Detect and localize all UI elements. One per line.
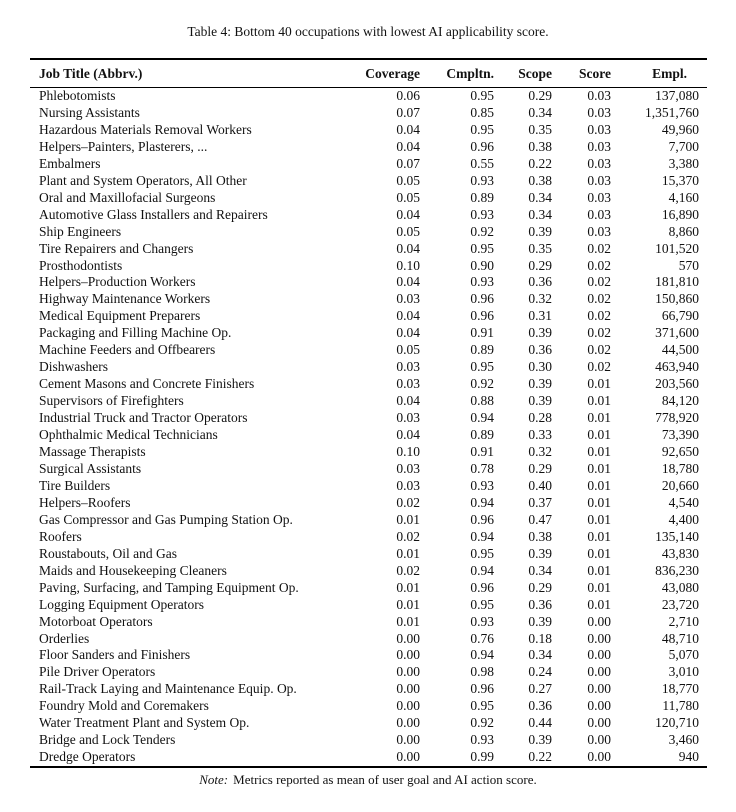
cell-coverage: 0.03 <box>396 460 420 476</box>
table-row <box>30 614 707 631</box>
cell-empl: 135,140 <box>655 528 699 544</box>
cell-job-title: Medical Equipment Preparers <box>39 308 201 324</box>
cell-cmpltn: 0.89 <box>470 427 494 443</box>
table-row <box>30 749 707 767</box>
cell-empl: 5,070 <box>668 647 699 663</box>
cell-scope: 0.34 <box>528 647 552 663</box>
cell-job-title: Paving, Surfacing, and Tamping Equipment Op. <box>39 579 299 595</box>
table-row <box>30 274 707 291</box>
cell-job-title: Ship Engineers <box>39 223 122 239</box>
table-row <box>30 681 707 698</box>
cell-cmpltn: 0.78 <box>470 460 494 476</box>
cell-coverage: 0.00 <box>396 681 420 697</box>
cell-job-title: Oral and Maxillofacial Surgeons <box>39 189 216 205</box>
cell-score: 0.01 <box>587 579 611 595</box>
cell-coverage: 0.03 <box>396 359 420 375</box>
cell-job-title: Orderlies <box>39 630 90 646</box>
cell-coverage: 0.00 <box>396 630 420 646</box>
cell-cmpltn: 0.91 <box>470 325 494 341</box>
cell-empl: 371,600 <box>655 325 699 341</box>
cell-cmpltn: 0.96 <box>470 579 494 595</box>
cell-cmpltn: 0.94 <box>470 494 494 510</box>
cell-coverage: 0.02 <box>396 528 420 544</box>
cell-job-title: Nursing Assistants <box>39 104 140 120</box>
cell-cmpltn: 0.94 <box>470 410 494 426</box>
table-row <box>30 376 707 393</box>
table-row <box>30 698 707 715</box>
cell-scope: 0.39 <box>528 223 552 239</box>
cell-coverage: 0.01 <box>396 545 420 561</box>
cell-cmpltn: 0.96 <box>470 138 494 154</box>
table-row <box>30 139 707 156</box>
table-row <box>30 495 707 512</box>
cell-score: 0.00 <box>587 715 611 731</box>
cell-cmpltn: 0.96 <box>470 291 494 307</box>
table-row <box>30 580 707 597</box>
cell-cmpltn: 0.96 <box>470 308 494 324</box>
cell-scope: 0.24 <box>528 664 552 680</box>
cell-coverage: 0.02 <box>396 494 420 510</box>
table-row <box>30 291 707 308</box>
table-row <box>30 258 707 275</box>
cell-empl: 49,960 <box>661 121 699 137</box>
cell-score: 0.00 <box>587 647 611 663</box>
table-container <box>30 58 707 768</box>
cell-job-title: Plant and System Operators, All Other <box>39 172 247 188</box>
table-row <box>30 359 707 376</box>
cell-coverage: 0.05 <box>396 223 420 239</box>
cell-job-title: Embalmers <box>39 155 101 171</box>
cell-coverage: 0.04 <box>396 240 420 256</box>
cell-score: 0.00 <box>587 749 611 765</box>
cell-empl: 48,710 <box>661 630 699 646</box>
cell-job-title: Hazardous Materials Removal Workers <box>39 121 252 137</box>
cell-job-title: Gas Compressor and Gas Pumping Station Op. <box>39 511 293 527</box>
cell-empl: 84,120 <box>661 393 699 409</box>
table-row <box>30 410 707 427</box>
cell-empl: 3,460 <box>668 732 699 748</box>
cell-job-title: Supervisors of Firefighters <box>39 393 184 409</box>
cell-scope: 0.38 <box>528 172 552 188</box>
cell-cmpltn: 0.85 <box>470 104 494 120</box>
cell-cmpltn: 0.95 <box>470 121 494 137</box>
cell-coverage: 0.04 <box>396 138 420 154</box>
table-row <box>30 207 707 224</box>
cell-cmpltn: 0.93 <box>470 613 494 629</box>
cell-score: 0.01 <box>587 427 611 443</box>
cell-job-title: Tire Repairers and Changers <box>39 240 194 256</box>
cell-scope: 0.34 <box>528 206 552 222</box>
table-row <box>30 427 707 444</box>
cell-coverage: 0.01 <box>396 596 420 612</box>
table-header-row <box>30 59 707 88</box>
cell-coverage: 0.01 <box>396 613 420 629</box>
cell-score: 0.01 <box>587 596 611 612</box>
column-header-cmpltn: Cmpltn. <box>420 59 494 88</box>
cell-empl: 18,770 <box>661 681 699 697</box>
cell-cmpltn: 0.93 <box>470 477 494 493</box>
cell-empl: 463,940 <box>655 359 699 375</box>
cell-empl: 1,351,760 <box>645 104 699 120</box>
cell-cmpltn: 0.88 <box>470 393 494 409</box>
cell-scope: 0.39 <box>528 393 552 409</box>
cell-empl: 18,780 <box>661 460 699 476</box>
cell-empl: 3,380 <box>668 155 699 171</box>
note-prefix: Note: <box>199 772 229 787</box>
table-row <box>30 393 707 410</box>
cell-job-title: Automotive Glass Installers and Repairers <box>39 206 268 222</box>
cell-coverage: 0.00 <box>396 664 420 680</box>
cell-job-title: Packaging and Filling Machine Op. <box>39 325 232 341</box>
cell-empl: 120,710 <box>655 715 699 731</box>
cell-job-title: Cement Masons and Concrete Finishers <box>39 376 255 392</box>
column-header-score: Score <box>552 59 611 88</box>
cell-cmpltn: 0.55 <box>470 155 494 171</box>
cell-job-title: Motorboat Operators <box>39 613 153 629</box>
cell-coverage: 0.07 <box>396 104 420 120</box>
cell-coverage: 0.05 <box>396 342 420 358</box>
cell-coverage: 0.02 <box>396 562 420 578</box>
cell-coverage: 0.00 <box>396 715 420 731</box>
cell-cmpltn: 0.94 <box>470 647 494 663</box>
cell-scope: 0.27 <box>528 681 552 697</box>
cell-cmpltn: 0.93 <box>470 274 494 290</box>
cell-score: 0.00 <box>587 681 611 697</box>
cell-empl: 16,890 <box>661 206 699 222</box>
cell-scope: 0.34 <box>528 562 552 578</box>
cell-cmpltn: 0.89 <box>470 189 494 205</box>
cell-score: 0.02 <box>587 291 611 307</box>
cell-empl: 137,080 <box>655 88 699 103</box>
table-row <box>30 342 707 359</box>
cell-cmpltn: 0.89 <box>470 342 494 358</box>
cell-scope: 0.18 <box>528 630 552 646</box>
table-row <box>30 156 707 173</box>
cell-scope: 0.39 <box>528 732 552 748</box>
cell-scope: 0.35 <box>528 121 552 137</box>
cell-cmpltn: 0.92 <box>470 223 494 239</box>
note-text: Metrics reported as mean of user goal and AI action score. <box>233 772 537 787</box>
cell-score: 0.03 <box>587 104 611 120</box>
table-row <box>30 461 707 478</box>
column-header-job-title: Job Title (Abbrv.) <box>30 59 332 88</box>
cell-job-title: Maids and Housekeeping Cleaners <box>39 562 227 578</box>
cell-score: 0.01 <box>587 511 611 527</box>
cell-empl: 66,790 <box>661 308 699 324</box>
cell-cmpltn: 0.92 <box>470 715 494 731</box>
cell-score: 0.02 <box>587 342 611 358</box>
table-body <box>30 88 707 768</box>
cell-scope: 0.29 <box>528 460 552 476</box>
cell-coverage: 0.07 <box>396 155 420 171</box>
cell-scope: 0.36 <box>528 698 552 714</box>
cell-cmpltn: 0.76 <box>470 630 494 646</box>
table-row <box>30 664 707 681</box>
table-row <box>30 325 707 342</box>
cell-cmpltn: 0.95 <box>470 240 494 256</box>
cell-score: 0.01 <box>587 528 611 544</box>
table-row <box>30 512 707 529</box>
cell-coverage: 0.00 <box>396 732 420 748</box>
cell-score: 0.01 <box>587 545 611 561</box>
cell-score: 0.03 <box>587 121 611 137</box>
cell-cmpltn: 0.93 <box>470 172 494 188</box>
cell-scope: 0.36 <box>528 596 552 612</box>
cell-cmpltn: 0.93 <box>470 732 494 748</box>
cell-scope: 0.34 <box>528 189 552 205</box>
cell-empl: 2,710 <box>668 613 699 629</box>
cell-coverage: 0.04 <box>396 393 420 409</box>
cell-score: 0.01 <box>587 376 611 392</box>
table-row <box>30 173 707 190</box>
cell-scope: 0.47 <box>528 511 552 527</box>
cell-score: 0.01 <box>587 460 611 476</box>
cell-job-title: Foundry Mold and Coremakers <box>39 698 209 714</box>
cell-empl: 4,400 <box>668 511 699 527</box>
cell-score: 0.01 <box>587 444 611 460</box>
table-row <box>30 444 707 461</box>
cell-job-title: Tire Builders <box>39 477 111 493</box>
table-row <box>30 88 707 105</box>
cell-job-title: Helpers–Production Workers <box>39 274 196 290</box>
cell-coverage: 0.10 <box>396 444 420 460</box>
cell-coverage: 0.04 <box>396 206 420 222</box>
cell-score: 0.01 <box>587 494 611 510</box>
cell-empl: 836,230 <box>655 562 699 578</box>
cell-job-title: Highway Maintenance Workers <box>39 291 211 307</box>
cell-scope: 0.35 <box>528 240 552 256</box>
cell-cmpltn: 0.95 <box>470 698 494 714</box>
cell-coverage: 0.03 <box>396 291 420 307</box>
cell-scope: 0.32 <box>528 291 552 307</box>
cell-score: 0.01 <box>587 393 611 409</box>
cell-empl: 570 <box>678 257 699 273</box>
cell-empl: 3,010 <box>668 664 699 680</box>
cell-job-title: Rail-Track Laying and Maintenance Equip. Op. <box>39 681 297 697</box>
occupations-table <box>30 58 707 768</box>
cell-coverage: 0.10 <box>396 257 420 273</box>
cell-coverage: 0.06 <box>396 88 420 103</box>
cell-scope: 0.22 <box>528 749 552 765</box>
cell-empl: 73,390 <box>661 427 699 443</box>
cell-job-title: Bridge and Lock Tenders <box>39 732 176 748</box>
cell-cmpltn: 0.96 <box>470 511 494 527</box>
cell-score: 0.03 <box>587 172 611 188</box>
cell-coverage: 0.04 <box>396 121 420 137</box>
cell-scope: 0.30 <box>528 359 552 375</box>
cell-empl: 92,650 <box>661 444 699 460</box>
cell-score: 0.00 <box>587 732 611 748</box>
cell-scope: 0.39 <box>528 545 552 561</box>
cell-empl: 101,520 <box>655 240 699 256</box>
cell-score: 0.03 <box>587 223 611 239</box>
table-header <box>30 59 707 88</box>
cell-coverage: 0.04 <box>396 427 420 443</box>
cell-scope: 0.22 <box>528 155 552 171</box>
cell-job-title: Prosthodontists <box>39 257 123 273</box>
cell-job-title: Dishwashers <box>39 359 108 375</box>
cell-job-title: Water Treatment Plant and System Op. <box>39 715 250 731</box>
cell-score: 0.03 <box>587 206 611 222</box>
cell-coverage: 0.00 <box>396 647 420 663</box>
cell-coverage: 0.01 <box>396 579 420 595</box>
cell-coverage: 0.05 <box>396 172 420 188</box>
cell-coverage: 0.01 <box>396 511 420 527</box>
cell-cmpltn: 0.95 <box>470 596 494 612</box>
cell-cmpltn: 0.96 <box>470 681 494 697</box>
column-header-scope: Scope <box>494 59 552 88</box>
cell-cmpltn: 0.98 <box>470 664 494 680</box>
cell-score: 0.00 <box>587 664 611 680</box>
cell-empl: 8,860 <box>668 223 699 239</box>
cell-empl: 203,560 <box>655 376 699 392</box>
cell-job-title: Helpers–Painters, Plasterers, ... <box>39 138 208 154</box>
cell-score: 0.00 <box>587 630 611 646</box>
cell-job-title: Floor Sanders and Finishers <box>39 647 191 663</box>
cell-job-title: Massage Therapists <box>39 444 146 460</box>
table-row <box>30 190 707 207</box>
cell-scope: 0.33 <box>528 427 552 443</box>
cell-empl: 150,860 <box>655 291 699 307</box>
cell-coverage: 0.03 <box>396 376 420 392</box>
cell-scope: 0.36 <box>528 274 552 290</box>
column-header-coverage: Coverage <box>332 59 420 88</box>
table-row <box>30 241 707 258</box>
cell-empl: 940 <box>678 749 699 765</box>
cell-job-title: Machine Feeders and Offbearers <box>39 342 216 358</box>
cell-cmpltn: 0.95 <box>470 88 494 103</box>
table-row <box>30 732 707 749</box>
cell-cmpltn: 0.92 <box>470 376 494 392</box>
table-row <box>30 224 707 241</box>
cell-score: 0.01 <box>587 562 611 578</box>
cell-coverage: 0.04 <box>396 308 420 324</box>
column-header-empl: Empl. <box>611 59 707 88</box>
cell-scope: 0.37 <box>528 494 552 510</box>
table-row <box>30 105 707 122</box>
cell-cmpltn: 0.99 <box>470 749 494 765</box>
table-row <box>30 529 707 546</box>
table-row <box>30 122 707 139</box>
cell-empl: 44,500 <box>661 342 699 358</box>
cell-job-title: Industrial Truck and Tractor Operators <box>39 410 248 426</box>
table-note <box>0 772 736 788</box>
cell-scope: 0.39 <box>528 325 552 341</box>
table-row <box>30 546 707 563</box>
cell-scope: 0.29 <box>528 88 552 103</box>
cell-score: 0.01 <box>587 477 611 493</box>
cell-scope: 0.39 <box>528 613 552 629</box>
cell-empl: 20,660 <box>661 477 699 493</box>
table-row <box>30 631 707 648</box>
cell-scope: 0.29 <box>528 257 552 273</box>
cell-scope: 0.32 <box>528 444 552 460</box>
cell-score: 0.00 <box>587 698 611 714</box>
cell-cmpltn: 0.95 <box>470 545 494 561</box>
table-caption: Table 4: Bottom 40 occupations with lowest AI applicability score. <box>187 24 549 39</box>
cell-score: 0.02 <box>587 274 611 290</box>
cell-score: 0.01 <box>587 410 611 426</box>
cell-scope: 0.29 <box>528 579 552 595</box>
table-row <box>30 597 707 614</box>
cell-empl: 778,920 <box>655 410 699 426</box>
cell-scope: 0.38 <box>528 528 552 544</box>
cell-empl: 43,830 <box>661 545 699 561</box>
cell-score: 0.02 <box>587 308 611 324</box>
cell-scope: 0.44 <box>528 715 552 731</box>
cell-job-title: Roustabouts, Oil and Gas <box>39 545 177 561</box>
cell-score: 0.02 <box>587 325 611 341</box>
table-row <box>30 308 707 325</box>
cell-coverage: 0.04 <box>396 274 420 290</box>
cell-job-title: Helpers–Roofers <box>39 494 131 510</box>
cell-job-title: Surgical Assistants <box>39 460 142 476</box>
cell-cmpltn: 0.94 <box>470 562 494 578</box>
cell-score: 0.02 <box>587 257 611 273</box>
cell-job-title: Phlebotomists <box>39 88 116 103</box>
cell-empl: 43,080 <box>661 579 699 595</box>
cell-scope: 0.36 <box>528 342 552 358</box>
cell-empl: 4,540 <box>668 494 699 510</box>
cell-scope: 0.39 <box>528 376 552 392</box>
cell-cmpltn: 0.94 <box>470 528 494 544</box>
cell-scope: 0.40 <box>528 477 552 493</box>
cell-score: 0.00 <box>587 613 611 629</box>
table-row <box>30 647 707 664</box>
cell-scope: 0.31 <box>528 308 552 324</box>
cell-empl: 181,810 <box>655 274 699 290</box>
cell-score: 0.03 <box>587 88 611 103</box>
cell-job-title: Roofers <box>39 528 82 544</box>
cell-score: 0.03 <box>587 155 611 171</box>
cell-cmpltn: 0.90 <box>470 257 494 273</box>
cell-job-title: Pile Driver Operators <box>39 664 156 680</box>
cell-score: 0.03 <box>587 138 611 154</box>
table-row <box>30 715 707 732</box>
cell-scope: 0.34 <box>528 104 552 120</box>
cell-empl: 7,700 <box>668 138 699 154</box>
cell-cmpltn: 0.93 <box>470 206 494 222</box>
table-row <box>30 478 707 495</box>
cell-cmpltn: 0.91 <box>470 444 494 460</box>
table-row <box>30 563 707 580</box>
cell-cmpltn: 0.95 <box>470 359 494 375</box>
cell-coverage: 0.00 <box>396 698 420 714</box>
cell-empl: 23,720 <box>661 596 699 612</box>
cell-coverage: 0.03 <box>396 410 420 426</box>
cell-scope: 0.28 <box>528 410 552 426</box>
cell-score: 0.02 <box>587 240 611 256</box>
cell-job-title: Logging Equipment Operators <box>39 596 204 612</box>
cell-score: 0.02 <box>587 359 611 375</box>
cell-coverage: 0.05 <box>396 189 420 205</box>
cell-job-title: Ophthalmic Medical Technicians <box>39 427 218 443</box>
cell-empl: 4,160 <box>668 189 699 205</box>
cell-scope: 0.38 <box>528 138 552 154</box>
cell-score: 0.03 <box>587 189 611 205</box>
cell-coverage: 0.03 <box>396 477 420 493</box>
cell-empl: 15,370 <box>661 172 699 188</box>
cell-empl: 11,780 <box>662 698 699 714</box>
cell-coverage: 0.04 <box>396 325 420 341</box>
cell-coverage: 0.00 <box>396 749 420 765</box>
cell-job-title: Dredge Operators <box>39 749 136 765</box>
